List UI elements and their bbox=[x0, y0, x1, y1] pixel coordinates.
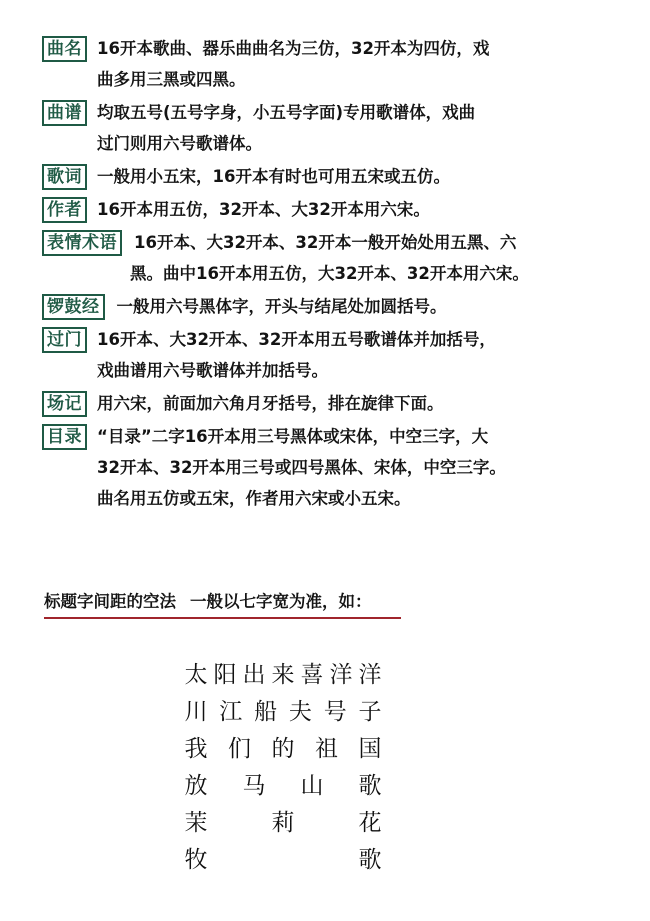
rule-ge-ci bbox=[42, 161, 622, 192]
example-char: 洋 bbox=[329, 662, 353, 688]
example-char: 国 bbox=[358, 736, 382, 762]
rule-chang-ji bbox=[42, 388, 622, 419]
example-title bbox=[183, 728, 383, 765]
example-char: 川 bbox=[184, 699, 208, 725]
rule-line: 16开本、大32开本、32开本用五号歌谱体并加括号， bbox=[97, 330, 496, 349]
rule-qu-ming bbox=[42, 33, 622, 95]
example-char: 山 bbox=[300, 773, 324, 799]
rule-luo-gu-jing bbox=[42, 291, 622, 322]
example-char: 祖 bbox=[315, 736, 338, 762]
example-char: 马 bbox=[242, 773, 266, 799]
rule-line: 过门则用六号歌谱体。 bbox=[97, 134, 262, 153]
rule-line: 16开本歌曲、器乐曲曲名为三仿，32开本为四仿，戏 bbox=[97, 39, 490, 58]
rule-qu-pu bbox=[42, 97, 622, 159]
example-char: 放 bbox=[184, 773, 208, 799]
example-char: 歌 bbox=[358, 773, 382, 799]
rule-line: 16开本用五仿，32开本、大32开本用六宋。 bbox=[97, 200, 430, 219]
example-char: 阳 bbox=[213, 662, 237, 688]
rule-line: 曲多用三黑或四黑。 bbox=[97, 70, 246, 89]
rule-line: 32开本、32开本用三号或四号黑体、宋体，中空三字。 bbox=[97, 458, 506, 477]
rule-text bbox=[130, 227, 622, 289]
rule-line: 曲名用五仿或五宋，作者用六宋或小五宋。 bbox=[97, 489, 411, 508]
rule-text bbox=[97, 161, 622, 192]
rule-line: 用六宋，前面加六角月牙括号，排在旋律下面。 bbox=[97, 394, 444, 413]
rule-line: 均取五号(五号字身，小五号字面)专用歌谱体，戏曲 bbox=[97, 103, 476, 122]
rule-text bbox=[97, 421, 622, 514]
rule-text bbox=[97, 388, 622, 419]
rule-tag: 目录 bbox=[42, 424, 87, 450]
example-char: 我 bbox=[184, 736, 208, 762]
rule-line: 黑。曲中16开本用五仿，大32开本、32开本用六宋。 bbox=[130, 264, 529, 283]
rule-tag: 场记 bbox=[42, 391, 87, 417]
example-char: 的 bbox=[271, 736, 295, 762]
example-char: 牧 bbox=[184, 847, 208, 873]
example-char: 夫 bbox=[288, 699, 312, 725]
rule-line: 16开本、大32开本、32开本一般开始处用五黑、六 bbox=[134, 233, 517, 252]
spacing-heading bbox=[44, 590, 372, 614]
rule-line: 一般用小五宋，16开本有时也可用五宋或五仿。 bbox=[97, 167, 450, 186]
heading-underline bbox=[44, 617, 401, 619]
example-char: 船 bbox=[254, 699, 278, 725]
example-char: 来 bbox=[271, 662, 295, 688]
title-spacing-examples bbox=[183, 654, 383, 876]
example-title bbox=[183, 802, 383, 839]
example-title bbox=[183, 839, 383, 876]
example-char: 太 bbox=[184, 662, 208, 688]
example-char: 子 bbox=[358, 699, 382, 725]
example-char: 们 bbox=[228, 736, 251, 762]
example-char: 号 bbox=[323, 699, 347, 725]
rule-line: 戏曲谱用六号歌谱体并加括号。 bbox=[97, 361, 328, 380]
rule-tag: 曲谱 bbox=[42, 100, 87, 126]
example-char: 茉 bbox=[184, 810, 208, 836]
example-title bbox=[183, 765, 383, 802]
rule-tag: 作者 bbox=[42, 197, 87, 223]
rule-mu-lu bbox=[42, 421, 622, 514]
rule-text bbox=[97, 194, 622, 225]
spacing-heading-note: 一般以七字宽为准，如： bbox=[190, 592, 372, 611]
rule-line: “目录”二字16开本用三号黑体或宋体，中空三字，大 bbox=[97, 427, 489, 446]
example-char: 喜 bbox=[300, 662, 324, 688]
rule-guo-men bbox=[42, 324, 622, 386]
rule-text bbox=[97, 97, 622, 159]
rule-line: 一般用六号黑体字，开头与结尾处加圆括号。 bbox=[116, 297, 447, 316]
example-char: 洋 bbox=[358, 662, 382, 688]
rule-tag: 表情术语 bbox=[42, 230, 122, 256]
example-char: 花 bbox=[358, 810, 382, 836]
typesetting-rules bbox=[42, 33, 622, 516]
example-title bbox=[183, 654, 383, 691]
rule-text bbox=[97, 33, 622, 95]
example-title bbox=[183, 691, 383, 728]
example-char: 出 bbox=[242, 662, 266, 688]
rule-text bbox=[97, 324, 622, 386]
rule-text bbox=[117, 291, 623, 322]
rule-tag: 曲名 bbox=[42, 36, 87, 62]
rule-tag: 歌词 bbox=[42, 164, 87, 190]
rule-biao-qing-shu-yu bbox=[42, 227, 622, 289]
example-char: 歌 bbox=[358, 847, 382, 873]
rule-zuo-zhe bbox=[42, 194, 622, 225]
rule-tag: 过门 bbox=[42, 327, 87, 353]
spacing-heading-title: 标题字间距的空法 bbox=[44, 592, 176, 611]
example-char: 江 bbox=[219, 699, 243, 725]
example-char: 莉 bbox=[271, 810, 295, 836]
rule-tag: 锣鼓经 bbox=[42, 294, 105, 320]
